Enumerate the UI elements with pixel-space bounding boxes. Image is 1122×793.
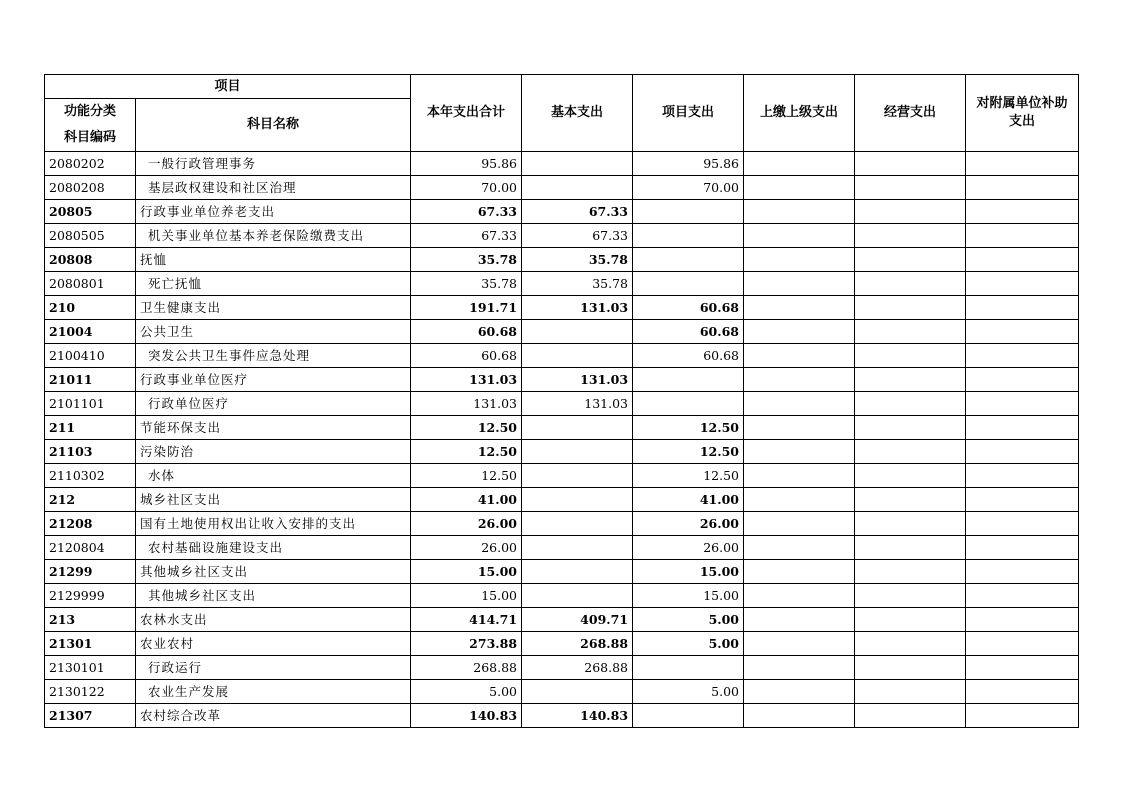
subject-name: 行政运行	[136, 656, 411, 680]
upper-amount	[744, 488, 855, 512]
budget-expenditure-table	[44, 74, 1079, 728]
upper-amount	[744, 584, 855, 608]
basic-amount: 131.03	[522, 392, 633, 416]
subsidy-amount	[966, 560, 1079, 584]
total-amount: 35.78	[411, 272, 522, 296]
subject-name: 突发公共卫生事件应急处理	[136, 344, 411, 368]
table-row	[45, 704, 1079, 728]
subject-code: 21208	[45, 512, 136, 536]
subject-code: 2080202	[45, 152, 136, 176]
upper-amount	[744, 536, 855, 560]
total-amount: 131.03	[411, 368, 522, 392]
subject-name: 机关事业单位基本养老保险缴费支出	[136, 224, 411, 248]
project-amount	[633, 224, 744, 248]
project-amount	[633, 656, 744, 680]
project-amount: 5.00	[633, 608, 744, 632]
project-amount	[633, 248, 744, 272]
operating-amount	[855, 488, 966, 512]
subsidy-amount	[966, 152, 1079, 176]
subject-code: 211	[45, 416, 136, 440]
operating-amount	[855, 200, 966, 224]
subsidy-amount	[966, 344, 1079, 368]
total-amount: 268.88	[411, 656, 522, 680]
subsidy-amount	[966, 464, 1079, 488]
subsidy-amount	[966, 368, 1079, 392]
operating-amount	[855, 656, 966, 680]
project-amount: 41.00	[633, 488, 744, 512]
operating-amount	[855, 368, 966, 392]
total-amount: 26.00	[411, 512, 522, 536]
operating-amount	[855, 176, 966, 200]
subsidy-amount	[966, 296, 1079, 320]
project-amount: 15.00	[633, 584, 744, 608]
total-amount: 95.86	[411, 152, 522, 176]
upper-amount	[744, 296, 855, 320]
subject-code: 210	[45, 296, 136, 320]
subject-name: 污染防治	[136, 440, 411, 464]
upper-amount	[744, 320, 855, 344]
project-amount: 26.00	[633, 536, 744, 560]
subject-code: 2120804	[45, 536, 136, 560]
total-amount: 12.50	[411, 464, 522, 488]
subject-name: 农业农村	[136, 632, 411, 656]
basic-amount: 67.33	[522, 224, 633, 248]
table-row	[45, 560, 1079, 584]
table-row	[45, 344, 1079, 368]
table-row	[45, 320, 1079, 344]
table-row	[45, 512, 1079, 536]
table-row	[45, 608, 1079, 632]
total-amount: 67.33	[411, 200, 522, 224]
basic-amount: 268.88	[522, 632, 633, 656]
project-amount: 5.00	[633, 680, 744, 704]
subject-code: 21011	[45, 368, 136, 392]
basic-amount: 67.33	[522, 200, 633, 224]
subject-code: 2080505	[45, 224, 136, 248]
table-row	[45, 488, 1079, 512]
subject-name: 其他城乡社区支出	[136, 560, 411, 584]
project-amount: 60.68	[633, 296, 744, 320]
subsidy-amount	[966, 176, 1079, 200]
operating-amount	[855, 152, 966, 176]
project-amount	[633, 200, 744, 224]
table-row	[45, 536, 1079, 560]
project-amount: 26.00	[633, 512, 744, 536]
header-project: 项目	[45, 75, 411, 99]
subject-code: 2100410	[45, 344, 136, 368]
subsidy-amount	[966, 272, 1079, 296]
subsidy-amount	[966, 248, 1079, 272]
header-subject-name: 科目名称	[136, 99, 411, 152]
table-body	[45, 152, 1079, 728]
table-header	[45, 75, 1079, 152]
basic-amount	[522, 536, 633, 560]
basic-amount	[522, 152, 633, 176]
upper-amount	[744, 152, 855, 176]
project-amount: 12.50	[633, 440, 744, 464]
subject-code: 21299	[45, 560, 136, 584]
table-row	[45, 200, 1079, 224]
header-operating: 经营支出	[855, 75, 966, 152]
project-amount: 60.68	[633, 344, 744, 368]
operating-amount	[855, 272, 966, 296]
total-amount: 67.33	[411, 224, 522, 248]
basic-amount: 268.88	[522, 656, 633, 680]
total-amount: 35.78	[411, 248, 522, 272]
total-amount: 5.00	[411, 680, 522, 704]
subject-name: 节能环保支出	[136, 416, 411, 440]
subject-name: 卫生健康支出	[136, 296, 411, 320]
operating-amount	[855, 296, 966, 320]
operating-amount	[855, 704, 966, 728]
table-row	[45, 248, 1079, 272]
table-row	[45, 176, 1079, 200]
total-amount: 60.68	[411, 344, 522, 368]
total-amount: 60.68	[411, 320, 522, 344]
upper-amount	[744, 440, 855, 464]
subject-code: 20805	[45, 200, 136, 224]
subject-code: 2080801	[45, 272, 136, 296]
subsidy-amount	[966, 704, 1079, 728]
subsidy-amount	[966, 392, 1079, 416]
operating-amount	[855, 584, 966, 608]
header-subsidy: 对附属单位补助支出	[966, 75, 1079, 152]
subject-code: 2130122	[45, 680, 136, 704]
total-amount: 273.88	[411, 632, 522, 656]
basic-amount	[522, 464, 633, 488]
upper-amount	[744, 416, 855, 440]
basic-amount	[522, 488, 633, 512]
upper-amount	[744, 560, 855, 584]
subsidy-amount	[966, 488, 1079, 512]
operating-amount	[855, 464, 966, 488]
table-row	[45, 392, 1079, 416]
subject-name: 公共卫生	[136, 320, 411, 344]
operating-amount	[855, 416, 966, 440]
basic-amount	[522, 560, 633, 584]
operating-amount	[855, 608, 966, 632]
subsidy-amount	[966, 440, 1079, 464]
basic-amount: 131.03	[522, 296, 633, 320]
table-row	[45, 416, 1079, 440]
project-amount	[633, 368, 744, 392]
upper-amount	[744, 512, 855, 536]
basic-amount	[522, 320, 633, 344]
subject-name: 基层政权建设和社区治理	[136, 176, 411, 200]
subject-name: 行政单位医疗	[136, 392, 411, 416]
subject-name: 水体	[136, 464, 411, 488]
subject-name: 国有土地使用权出让收入安排的支出	[136, 512, 411, 536]
operating-amount	[855, 248, 966, 272]
subsidy-amount	[966, 536, 1079, 560]
table-row	[45, 152, 1079, 176]
subject-code: 2101101	[45, 392, 136, 416]
operating-amount	[855, 320, 966, 344]
upper-amount	[744, 344, 855, 368]
total-amount: 26.00	[411, 536, 522, 560]
subsidy-amount	[966, 512, 1079, 536]
upper-amount	[744, 272, 855, 296]
basic-amount: 409.71	[522, 608, 633, 632]
upper-amount	[744, 632, 855, 656]
subject-name: 农村基础设施建设支出	[136, 536, 411, 560]
table-row	[45, 296, 1079, 320]
basic-amount	[522, 512, 633, 536]
subsidy-amount	[966, 584, 1079, 608]
subject-code: 21004	[45, 320, 136, 344]
subject-name: 行政事业单位医疗	[136, 368, 411, 392]
project-amount: 95.86	[633, 152, 744, 176]
total-amount: 140.83	[411, 704, 522, 728]
total-amount: 15.00	[411, 560, 522, 584]
project-amount: 12.50	[633, 416, 744, 440]
header-basic: 基本支出	[522, 75, 633, 152]
subject-code: 213	[45, 608, 136, 632]
basic-amount	[522, 680, 633, 704]
project-amount	[633, 704, 744, 728]
table-row	[45, 464, 1079, 488]
project-amount: 12.50	[633, 464, 744, 488]
total-amount: 12.50	[411, 440, 522, 464]
upper-amount	[744, 608, 855, 632]
table-row	[45, 584, 1079, 608]
operating-amount	[855, 632, 966, 656]
subject-code: 20808	[45, 248, 136, 272]
header-row-top	[45, 75, 1079, 99]
upper-amount	[744, 176, 855, 200]
project-amount	[633, 272, 744, 296]
upper-amount	[744, 392, 855, 416]
operating-amount	[855, 512, 966, 536]
basic-amount: 140.83	[522, 704, 633, 728]
operating-amount	[855, 440, 966, 464]
basic-amount	[522, 176, 633, 200]
upper-amount	[744, 680, 855, 704]
header-upper-payment: 上缴上级支出	[744, 75, 855, 152]
upper-amount	[744, 224, 855, 248]
subsidy-amount	[966, 656, 1079, 680]
subject-name: 其他城乡社区支出	[136, 584, 411, 608]
subject-name: 农业生产发展	[136, 680, 411, 704]
subsidy-amount	[966, 632, 1079, 656]
subsidy-amount	[966, 680, 1079, 704]
subject-code: 2080208	[45, 176, 136, 200]
subject-code: 2130101	[45, 656, 136, 680]
basic-amount	[522, 440, 633, 464]
total-amount: 191.71	[411, 296, 522, 320]
operating-amount	[855, 344, 966, 368]
basic-amount: 35.78	[522, 272, 633, 296]
table-row	[45, 656, 1079, 680]
basic-amount: 35.78	[522, 248, 633, 272]
total-amount: 131.03	[411, 392, 522, 416]
upper-amount	[744, 248, 855, 272]
subsidy-amount	[966, 224, 1079, 248]
upper-amount	[744, 704, 855, 728]
subject-code: 21103	[45, 440, 136, 464]
subsidy-amount	[966, 200, 1079, 224]
table-row	[45, 632, 1079, 656]
project-amount: 60.68	[633, 320, 744, 344]
header-total: 本年支出合计	[411, 75, 522, 152]
total-amount: 70.00	[411, 176, 522, 200]
total-amount: 414.71	[411, 608, 522, 632]
basic-amount	[522, 584, 633, 608]
basic-amount	[522, 416, 633, 440]
project-amount: 15.00	[633, 560, 744, 584]
subject-code: 212	[45, 488, 136, 512]
project-amount: 70.00	[633, 176, 744, 200]
project-amount: 5.00	[633, 632, 744, 656]
subject-code: 2129999	[45, 584, 136, 608]
subject-name: 一般行政管理事务	[136, 152, 411, 176]
header-function-code: 功能分类科目编码	[45, 99, 136, 152]
subject-name: 城乡社区支出	[136, 488, 411, 512]
basic-amount: 131.03	[522, 368, 633, 392]
table-row	[45, 224, 1079, 248]
table-row	[45, 368, 1079, 392]
subject-name: 农林水支出	[136, 608, 411, 632]
subject-name: 农村综合改革	[136, 704, 411, 728]
subject-code: 2110302	[45, 464, 136, 488]
operating-amount	[855, 680, 966, 704]
table-row	[45, 272, 1079, 296]
subsidy-amount	[966, 320, 1079, 344]
subject-name: 行政事业单位养老支出	[136, 200, 411, 224]
operating-amount	[855, 392, 966, 416]
upper-amount	[744, 368, 855, 392]
operating-amount	[855, 224, 966, 248]
subject-name: 死亡抚恤	[136, 272, 411, 296]
subject-code: 21307	[45, 704, 136, 728]
total-amount: 12.50	[411, 416, 522, 440]
subject-code: 21301	[45, 632, 136, 656]
operating-amount	[855, 560, 966, 584]
upper-amount	[744, 200, 855, 224]
basic-amount	[522, 344, 633, 368]
upper-amount	[744, 656, 855, 680]
upper-amount	[744, 464, 855, 488]
table-row	[45, 680, 1079, 704]
subject-name: 抚恤	[136, 248, 411, 272]
operating-amount	[855, 536, 966, 560]
subsidy-amount	[966, 608, 1079, 632]
total-amount: 41.00	[411, 488, 522, 512]
table-row	[45, 440, 1079, 464]
total-amount: 15.00	[411, 584, 522, 608]
subsidy-amount	[966, 416, 1079, 440]
header-project-expenditure: 项目支出	[633, 75, 744, 152]
project-amount	[633, 392, 744, 416]
